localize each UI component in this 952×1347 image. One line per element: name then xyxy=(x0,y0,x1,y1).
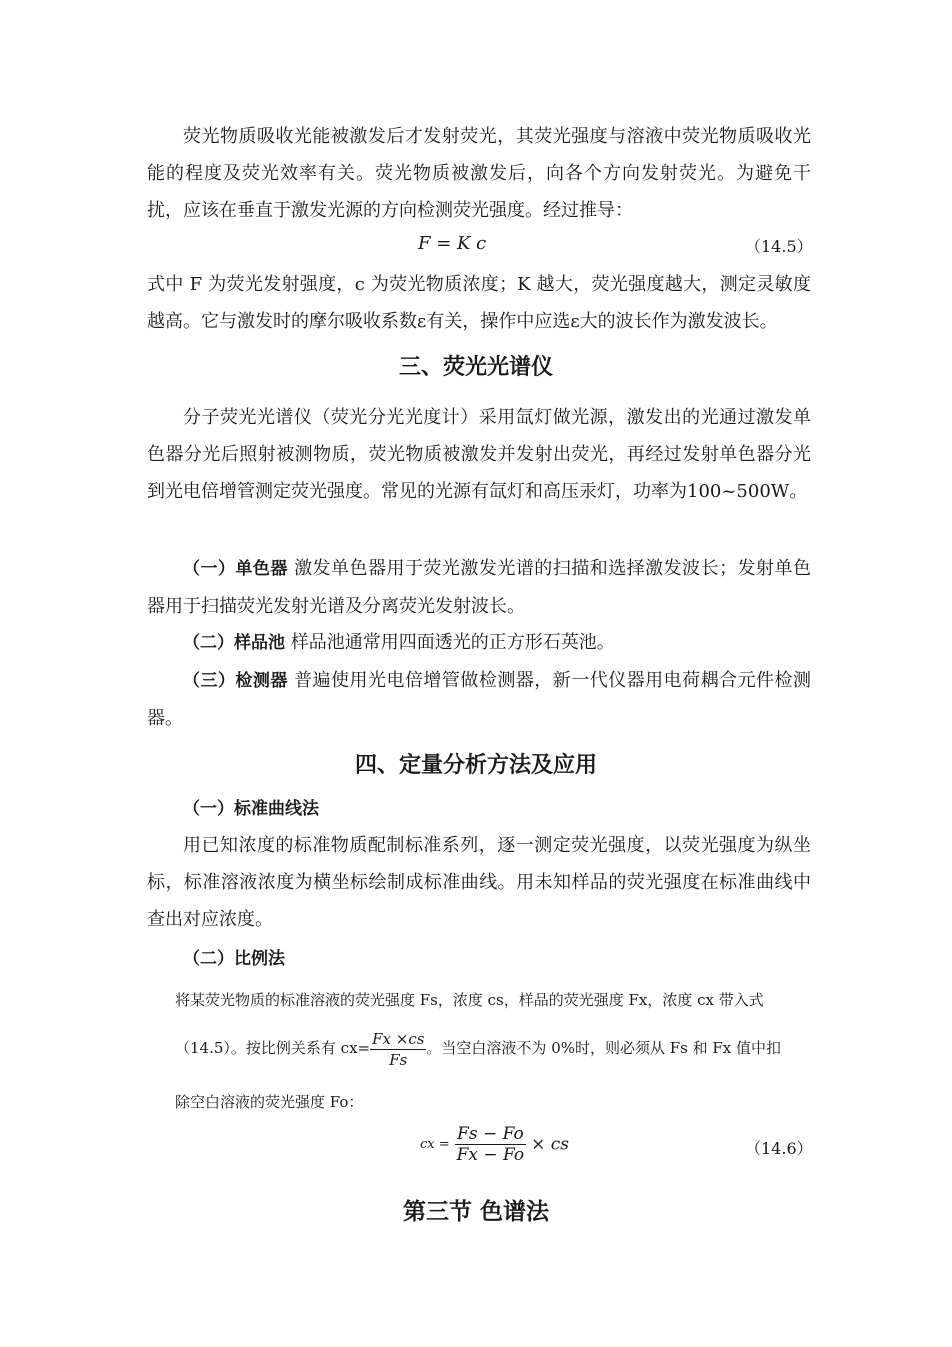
equation-14-6-rhs: × cs xyxy=(531,1134,570,1155)
ratio-formula-before: （14.5）。按比例关系有 cx= xyxy=(175,1039,371,1057)
equation-14-6-lhs: cx = xyxy=(420,1137,450,1152)
paragraph-ratio-method: 将某荧光物质的标准溶液的荧光强度 Fs，浓度 cs，样品的荧光强度 Fx，浓度 cx 带入式 xyxy=(175,991,764,1009)
paragraph-ratio-formula xyxy=(175,1028,815,1070)
subheading-ratio-method xyxy=(147,940,811,978)
equation-number-14-6: （14.6） xyxy=(745,1139,813,1158)
paragraph-blank-subtraction: 除空白溶液的荧光强度 Fo： xyxy=(175,1093,364,1111)
paragraph-standard-curve: 用已知浓度的标准物质配制标准系列，逐一测定荧光强度，以荧光强度为纵坐标，标准溶液浓度为横坐标绘制成标准曲线。用未知样品的荧光强度在标准曲线中查出对应浓度。 xyxy=(147,835,811,930)
ratio-fraction xyxy=(370,1029,426,1070)
item-sample-cell-text: 样品池通常用四面透光的正方形石英池。 xyxy=(285,632,615,653)
ratio-fraction-numerator: Fx ×cs xyxy=(372,1029,425,1048)
equation-14-6-numerator: Fs − Fo xyxy=(457,1124,524,1144)
item-sample-cell xyxy=(147,624,811,662)
paragraph-spectrometer: 分子荧光光谱仪（荧光分光光度计）采用氙灯做光源，激发出的光通过激发单色器分光后照射被测物质，荧光物质被激发并发射出荧光，再经过发射单色器分光到光电倍增管测定荧光强度。常见的光源有氙灯和高压汞灯，功率为100~500W。 xyxy=(147,407,811,502)
item-monochromator xyxy=(147,550,811,625)
paragraph-equation-explanation: 式中 F 为荧光发射强度，c 为荧光物质浓度；K 越大，荧光强度越大，测定灵敏度越高。它与激发时的摩尔吸收系数ε有关，操作中应选ε大的波长作为激发波长。 xyxy=(147,274,811,332)
equation-number-14-5: （14.5） xyxy=(745,237,813,256)
ratio-formula-after: 。当空白溶液不为 0%时，则必须从 Fs 和 Fx 值中扣 xyxy=(426,1039,782,1057)
heading-fluorescence-spectrometer: 三、荧光光谱仪 xyxy=(398,354,553,380)
subheading-ratio-method-label: （二）比例法 xyxy=(183,949,285,969)
equation-14-6-denominator: Fx − Fo xyxy=(456,1145,525,1165)
equation-14-6 xyxy=(420,1124,569,1165)
equation-14-6-fraction xyxy=(455,1124,526,1165)
section-heading-chromatography: 第三节 色谱法 xyxy=(402,1198,549,1225)
equation-14-5: F = K c xyxy=(418,233,487,254)
item-sample-cell-label: （二）样品池 xyxy=(183,633,285,653)
paragraph-fluorescence-intro: 荧光物质吸收光能被激发后才发射荧光，其荧光强度与溶液中荧光物质吸收光能的程度及荧光效率有关。荧光物质被激发后，向各个方向发射荧光。为避免干扰，应该在垂直于激发光源的方向检测荧光强度。经过推导： xyxy=(147,126,811,221)
subheading-standard-curve-label: （一）标准曲线法 xyxy=(183,799,319,819)
subheading-standard-curve xyxy=(147,790,811,828)
item-monochromator-label: （一）单色器 xyxy=(183,559,288,579)
item-monochromator-text: 激发单色器用于荧光激发光谱的扫描和选择激发波长；发射单色器用于扫描荧光发射光谱及分离荧光发射波长。 xyxy=(147,558,812,617)
item-detector-label: （三）检测器 xyxy=(183,671,288,691)
item-detector xyxy=(147,662,811,737)
ratio-fraction-denominator: Fs xyxy=(389,1050,408,1069)
heading-quantitative-analysis: 四、定量分析方法及应用 xyxy=(354,752,597,778)
item-detector-text: 普遍使用光电倍增管做检测器，新一代仪器用电荷耦合元件检测器。 xyxy=(147,670,812,729)
